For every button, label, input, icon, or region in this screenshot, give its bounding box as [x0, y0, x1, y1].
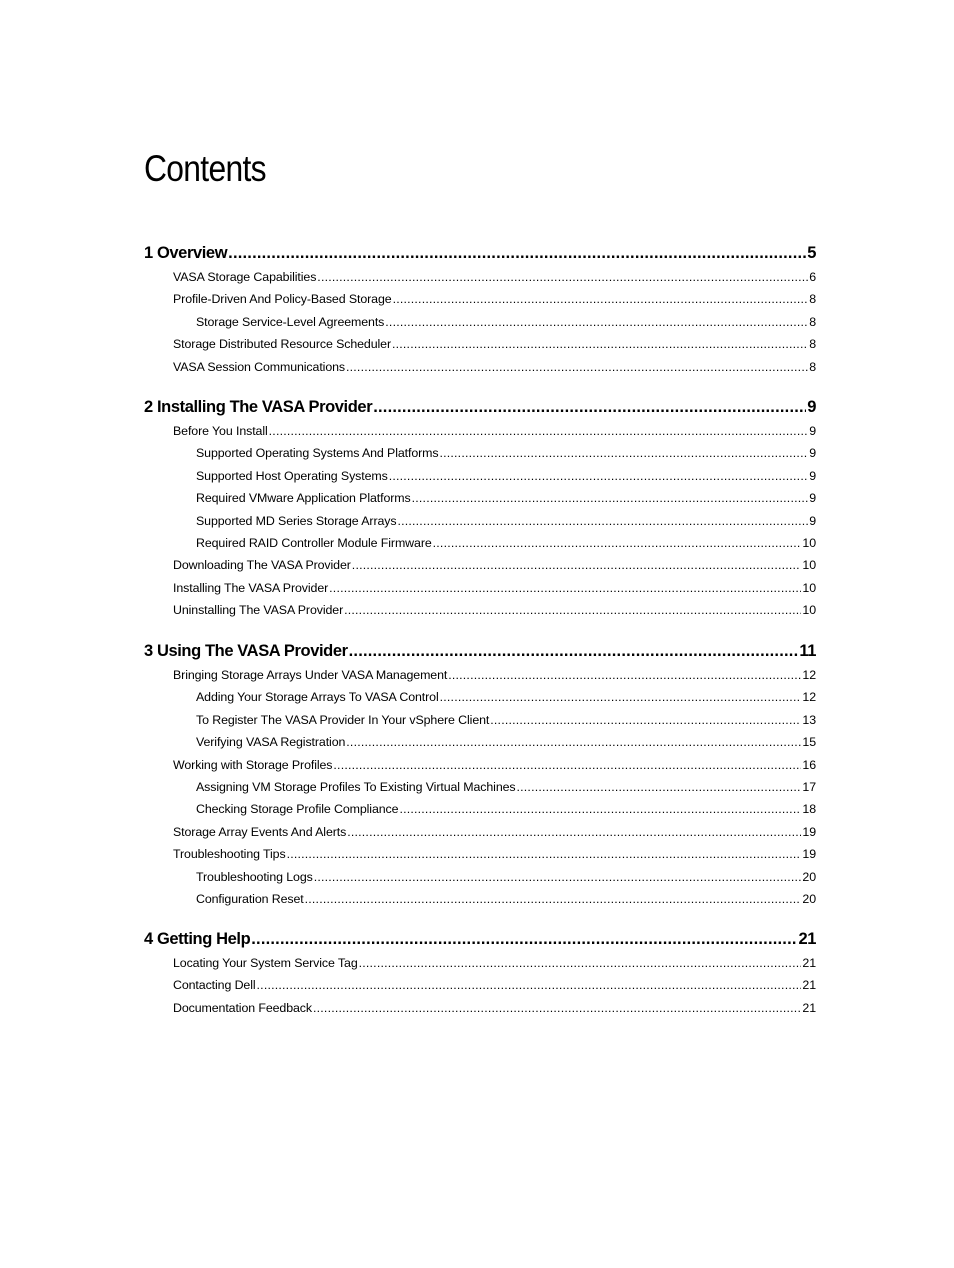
dot-leader — [333, 758, 801, 772]
dot-leader — [359, 956, 802, 970]
toc-entry-title: Bringing Storage Arrays Under VASA Management — [173, 668, 448, 682]
toc-entry-title: Working with Storage Profiles — [173, 757, 333, 772]
dot-leader — [439, 446, 808, 460]
toc-entry-title: Checking Storage Profile Compliance — [196, 802, 399, 817]
toc-page-number: 9 — [809, 446, 816, 461]
dot-leader — [373, 398, 806, 417]
toc-entry[interactable] — [173, 424, 816, 442]
dot-leader — [346, 735, 801, 749]
toc-entry-title: 1 Overview — [144, 244, 228, 262]
dot-leader — [352, 558, 802, 572]
dot-leader — [287, 847, 802, 861]
toc-page-number: 8 — [809, 292, 816, 307]
toc-page-number: 10 — [802, 603, 816, 618]
toc-page-number: 9 — [809, 424, 816, 438]
dot-leader — [317, 270, 808, 284]
dot-leader — [412, 491, 809, 505]
toc-page-number: 21 — [802, 978, 816, 993]
toc-entry-title: Supported MD Series Storage Arrays — [196, 513, 397, 528]
toc-entry[interactable] — [196, 735, 816, 753]
toc-entry-title: Troubleshooting Tips — [173, 847, 286, 862]
toc-page-number: 11 — [799, 642, 816, 660]
toc-entry-title: Installing The VASA Provider — [173, 580, 329, 595]
toc-entry-title: Required VMware Application Platforms — [196, 491, 411, 506]
dot-leader — [329, 581, 801, 595]
toc-entry-title: Downloading The VASA Provider — [173, 558, 351, 573]
toc-entry[interactable] — [196, 690, 816, 708]
toc-entry-title: Contacting Dell — [173, 978, 256, 993]
toc-chapter[interactable] — [144, 930, 816, 952]
dot-leader — [397, 514, 808, 528]
toc-page-number: 8 — [809, 359, 816, 374]
toc-page-number: 9 — [809, 468, 816, 483]
toc-entry-title: VASA Session Communications — [173, 359, 345, 374]
toc-page-number: 9 — [807, 398, 816, 416]
toc-entry-title: To Register The VASA Provider In Your vSphere Client — [196, 712, 490, 727]
toc-entry-title: 3 Using The VASA Provider — [144, 642, 348, 660]
toc-page-number: 8 — [809, 337, 816, 352]
toc-page-number: 8 — [809, 314, 816, 329]
dot-leader — [517, 780, 802, 794]
toc-page-number: 17 — [802, 780, 816, 794]
toc-entry[interactable] — [173, 337, 816, 355]
toc-page-number: 16 — [802, 757, 816, 772]
toc-entry[interactable] — [196, 892, 816, 910]
dot-leader — [251, 930, 797, 949]
toc-entry[interactable] — [196, 713, 816, 731]
dot-leader — [448, 668, 801, 682]
toc-entry-title: Locating Your System Service Tag — [173, 956, 358, 970]
toc-entry[interactable] — [173, 292, 816, 310]
toc-page-number: 9 — [809, 491, 816, 506]
toc-entry-title: VASA Storage Capabilities — [173, 270, 317, 284]
toc-entry[interactable] — [173, 668, 816, 686]
toc-page-number: 10 — [802, 580, 816, 595]
dot-leader — [228, 244, 806, 263]
toc-entry[interactable] — [196, 870, 816, 888]
toc-page-number: 20 — [802, 869, 816, 884]
toc-entry[interactable] — [173, 1001, 816, 1019]
toc-entry[interactable] — [173, 270, 816, 288]
toc-entry[interactable] — [173, 758, 816, 776]
toc-page-number: 18 — [802, 802, 816, 817]
dot-leader — [440, 690, 802, 704]
dot-leader — [347, 825, 801, 839]
toc-entry-title: Storage Service-Level Agreements — [196, 314, 385, 329]
toc-entry[interactable] — [173, 558, 816, 576]
toc-entry[interactable] — [173, 847, 816, 865]
toc-page-number: 21 — [802, 956, 816, 970]
toc-page-number: 5 — [807, 244, 816, 262]
toc-entry-title: Troubleshooting Logs — [196, 869, 313, 884]
toc-page-number: 19 — [802, 824, 816, 839]
toc-entry-title: Verifying VASA Registration — [196, 735, 346, 750]
toc-entry-title: Required RAID Controller Module Firmware — [196, 536, 432, 550]
toc-entry-title: Storage Distributed Resource Scheduler — [173, 337, 391, 352]
toc-page-number: 9 — [809, 513, 816, 528]
toc-entry[interactable] — [196, 514, 816, 532]
toc-entry-title: Configuration Reset — [196, 892, 304, 906]
dot-leader — [349, 642, 799, 661]
toc-entry[interactable] — [196, 780, 816, 798]
dot-leader — [393, 292, 809, 306]
toc-page-number: 10 — [802, 558, 816, 573]
dot-leader — [433, 536, 802, 550]
toc-entry[interactable] — [173, 581, 816, 599]
toc-entry[interactable] — [196, 802, 816, 820]
dot-leader — [399, 802, 801, 816]
toc-entry[interactable] — [173, 360, 816, 378]
toc-chapter[interactable] — [144, 642, 816, 664]
toc-entry-title: Supported Operating Systems And Platforms — [196, 446, 439, 461]
toc-page-number: 21 — [802, 1000, 816, 1015]
dot-leader — [389, 469, 808, 483]
toc-entry-title: 4 Getting Help — [144, 930, 251, 948]
toc-page-number: 21 — [798, 930, 816, 948]
toc-page-number: 19 — [802, 847, 816, 862]
toc-entry-title: Assigning VM Storage Profiles To Existing Virtual Machines — [196, 780, 516, 794]
dot-leader — [269, 424, 809, 438]
toc-page-number: 12 — [802, 668, 816, 682]
toc-entry[interactable] — [196, 315, 816, 333]
dot-leader — [257, 978, 802, 992]
toc-page-number: 6 — [809, 270, 816, 284]
dot-leader — [490, 713, 801, 727]
toc-entry[interactable] — [173, 603, 816, 621]
toc-entry[interactable] — [173, 956, 816, 974]
toc-page-number: 20 — [802, 892, 816, 906]
page-title: Contents — [144, 148, 266, 189]
toc-entry[interactable] — [196, 491, 816, 509]
dot-leader — [392, 337, 808, 351]
toc-entry[interactable] — [196, 469, 816, 487]
toc-page-number: 10 — [802, 536, 816, 550]
toc-chapter[interactable] — [144, 398, 816, 420]
toc-entry[interactable] — [173, 825, 816, 843]
toc-page-number: 12 — [802, 690, 816, 705]
dot-leader — [385, 315, 808, 329]
toc-page-number: 15 — [802, 735, 816, 750]
toc-page-number: 13 — [802, 712, 816, 727]
toc-entry-title: Documentation Feedback — [173, 1000, 312, 1015]
dot-leader — [346, 360, 808, 374]
dot-leader — [313, 1001, 801, 1015]
toc-entry[interactable] — [196, 446, 816, 464]
toc-entry-title: Storage Array Events And Alerts — [173, 824, 347, 839]
dot-leader — [314, 870, 802, 884]
toc-entry-title: Before You Install — [173, 424, 268, 438]
toc-entry[interactable] — [196, 536, 816, 554]
toc-entry-title: Supported Host Operating Systems — [196, 468, 388, 483]
toc-entry[interactable] — [173, 978, 816, 996]
toc-chapter[interactable] — [144, 244, 816, 266]
toc-entry-title: Profile-Driven And Policy-Based Storage — [173, 292, 392, 307]
toc-entry-title: Uninstalling The VASA Provider — [173, 603, 344, 618]
toc-entry-title: 2 Installing The VASA Provider — [144, 398, 373, 416]
dot-leader — [305, 892, 802, 906]
dot-leader — [344, 603, 801, 617]
toc-entry-title: Adding Your Storage Arrays To VASA Control — [196, 690, 439, 705]
